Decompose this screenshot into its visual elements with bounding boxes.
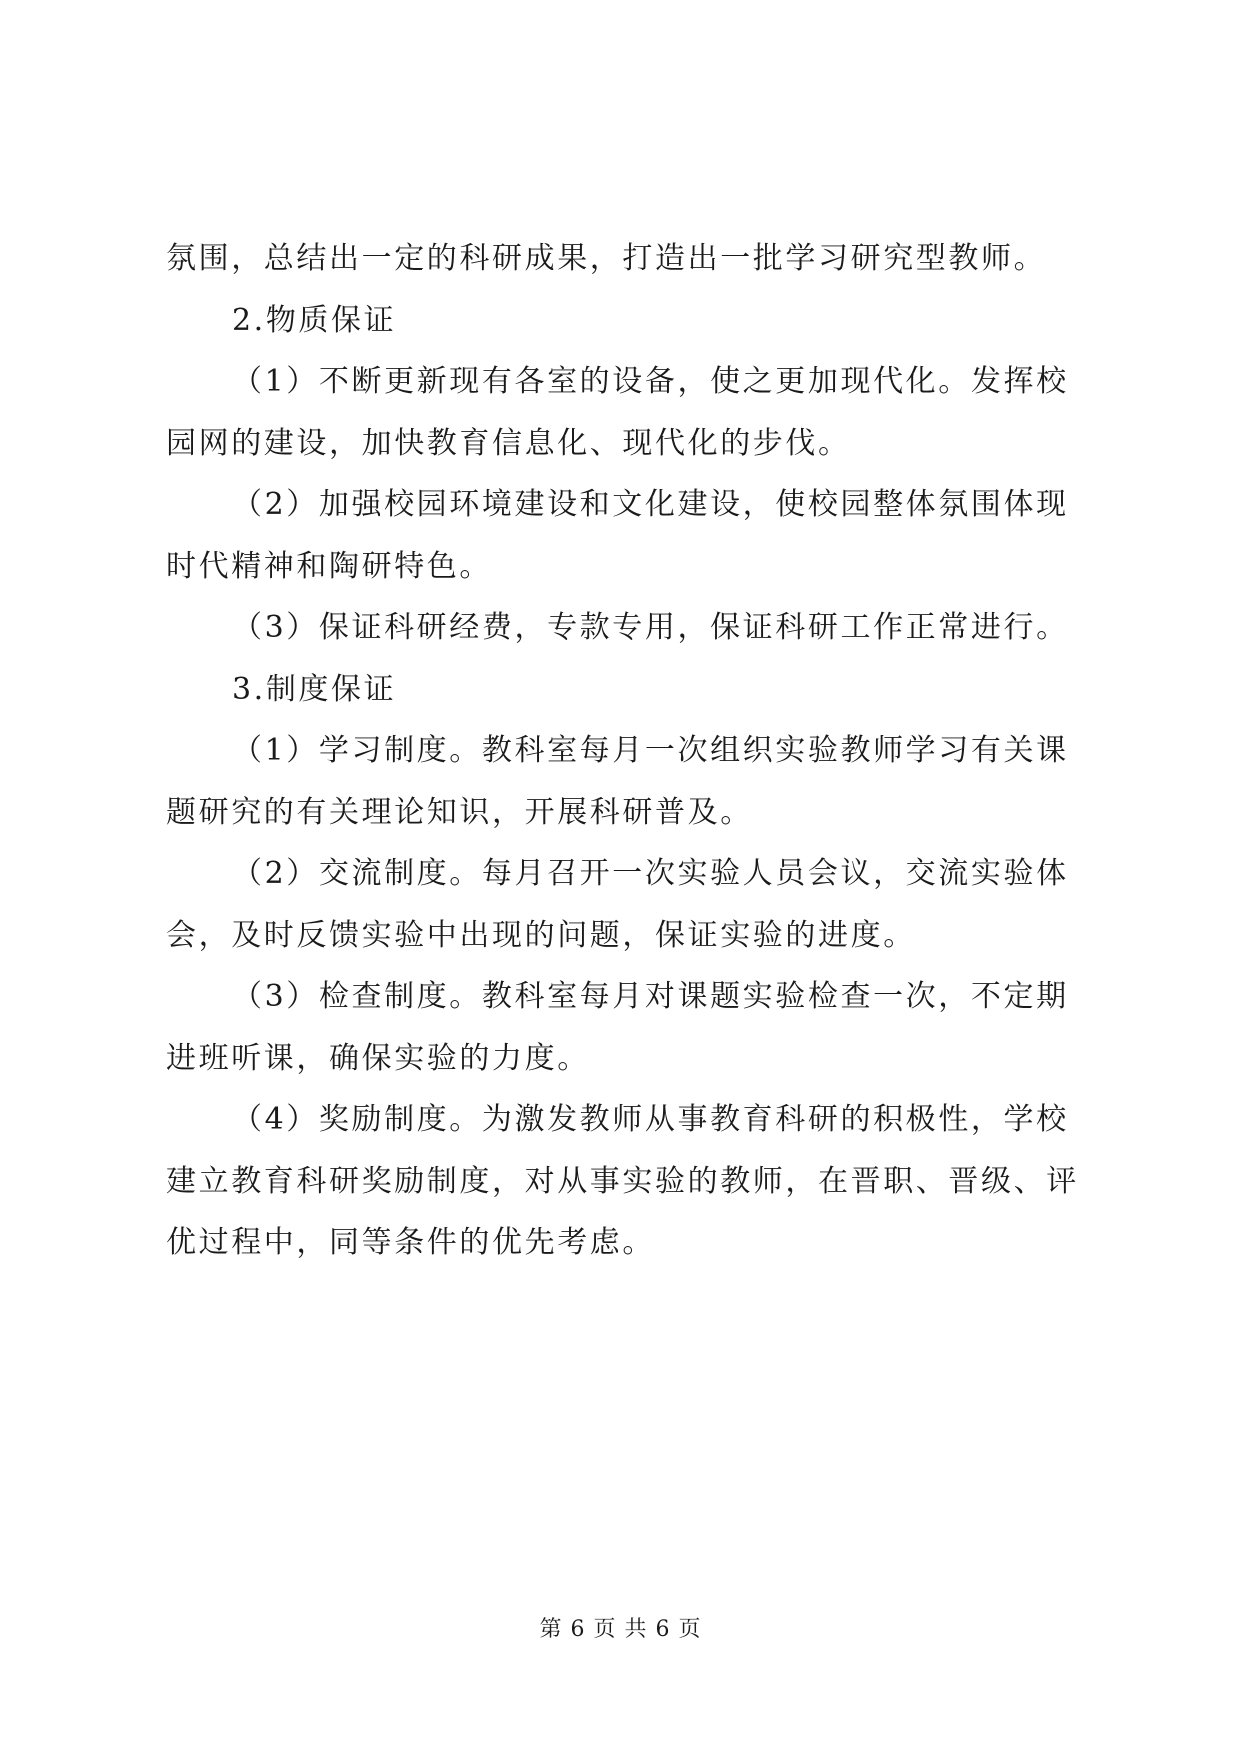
document-body: [166, 228, 1081, 1274]
text-line: （2）交流制度。每月召开一次实验人员会议，交流实验体: [232, 856, 1069, 891]
text-line: （3）检查制度。教科室每月对课题实验检查一次，不定期: [232, 979, 1069, 1014]
text-line: 园网的建设，加快教育信息化、现代化的步伐。: [166, 425, 851, 461]
text-line: （1）不断更新现有各室的设备，使之更加现代化。发挥校: [232, 364, 1069, 399]
page-number-footer: 第 6 页 共 6 页: [539, 1617, 702, 1642]
text-line: 建立教育科研奖励制度，对从事实验的教师，在晋职、晋级、评: [166, 1163, 1079, 1199]
section-heading: 3.制度保证: [232, 671, 397, 707]
text-line: （4）奖励制度。为激发教师从事教育科研的积极性，学校: [232, 1102, 1069, 1137]
text-line: 进班听课，确保实验的力度。: [166, 1040, 590, 1076]
text-line: 优过程中，同等条件的优先考虑。: [166, 1225, 655, 1260]
text-line: （3）保证科研经费，专款专用，保证科研工作正常进行。: [232, 610, 1069, 645]
text-line: 题研究的有关理论知识，开展科研普及。: [166, 794, 753, 830]
text-line: 氛围，总结出一定的科研成果，打造出一批学习研究型教师。: [166, 241, 1047, 276]
text-line: （1）学习制度。教科室每月一次组织实验教师学习有关课: [232, 733, 1069, 768]
section-heading: 2.物质保证: [232, 302, 397, 338]
text-line: （2）加强校园环境建设和文化建设，使校园整体氛围体现: [232, 487, 1069, 522]
text-line: 会，及时反馈实验中出现的问题，保证实验的进度。: [166, 917, 916, 953]
text-line: 时代精神和陶研特色。: [166, 548, 492, 584]
